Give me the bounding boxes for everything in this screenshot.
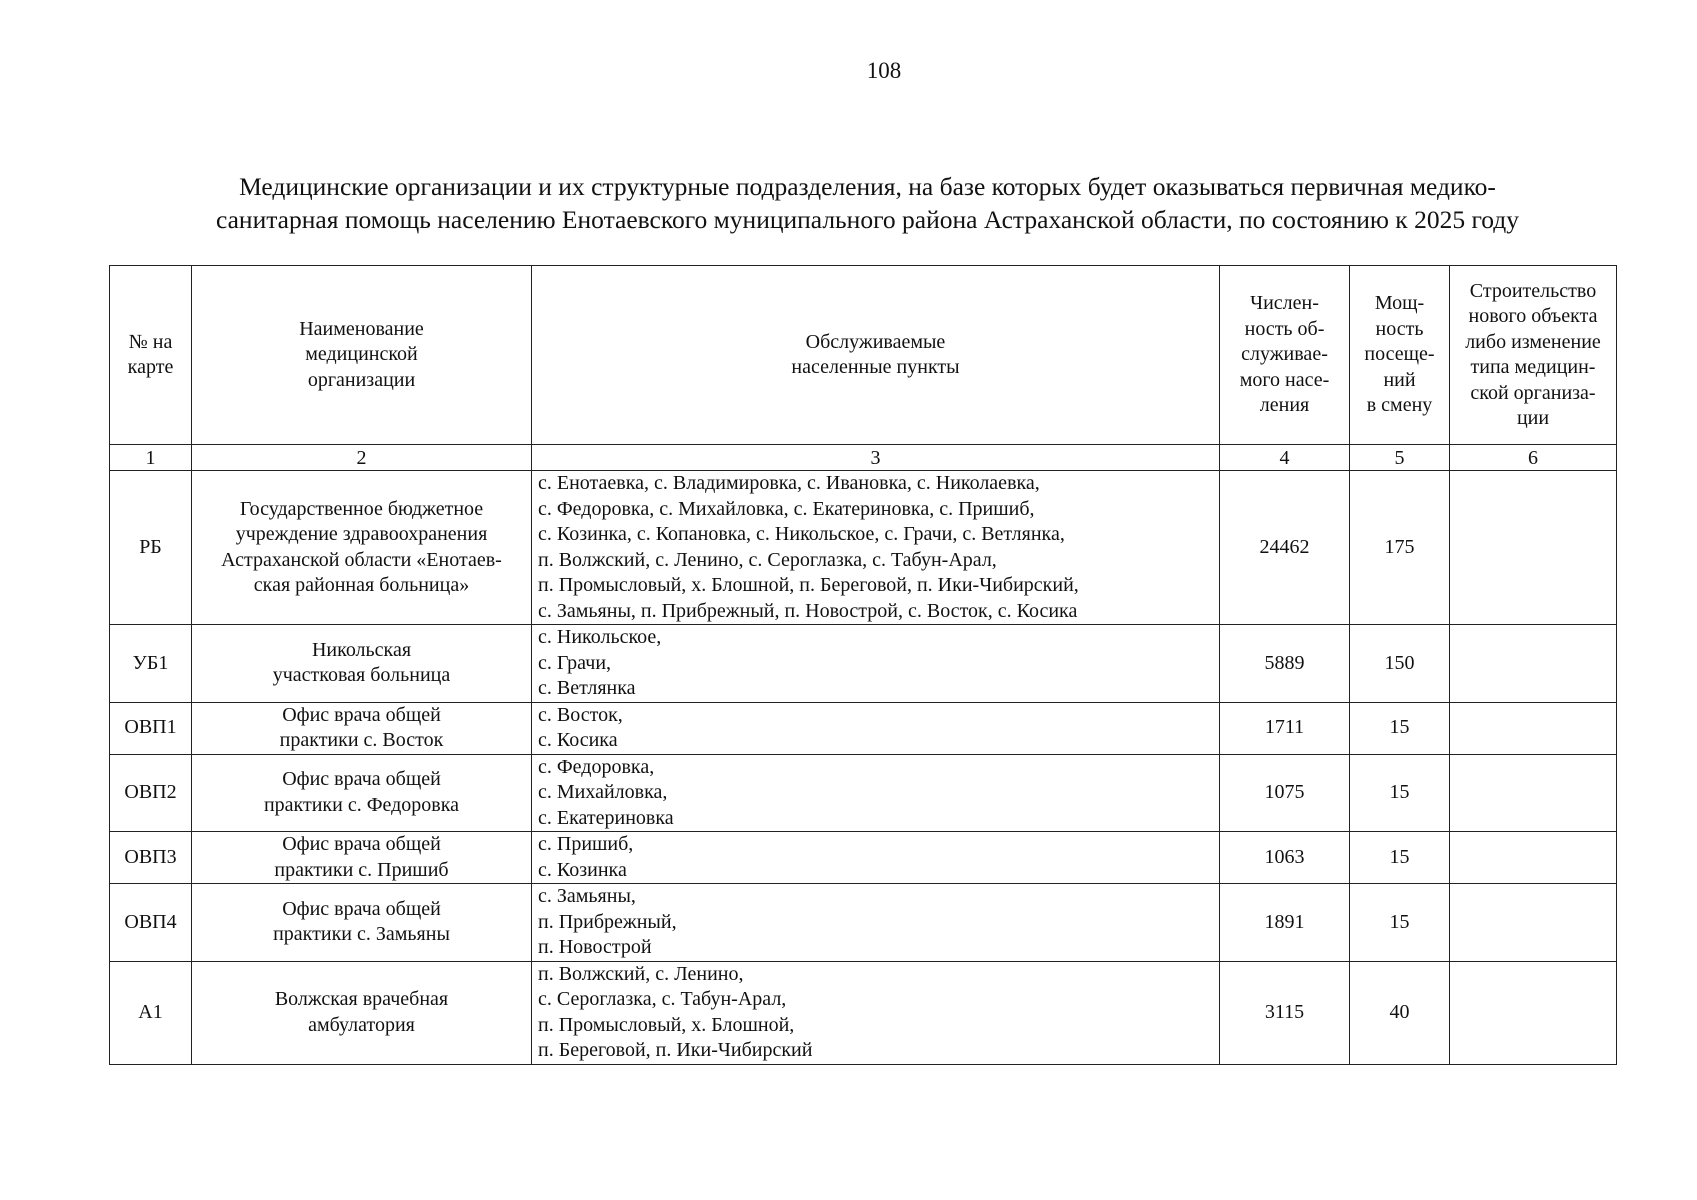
text-line: ления	[1259, 394, 1310, 417]
organization-name-cell	[192, 471, 532, 625]
text-line: с. Сероглазка, с. Табун-Арал,	[538, 988, 787, 1010]
construction-cell	[1450, 625, 1617, 703]
text-line: с. Восток,	[538, 703, 623, 726]
capacity-cell: 40	[1350, 961, 1450, 1064]
column-number: 3	[532, 445, 1220, 471]
construction-cell	[1450, 961, 1617, 1064]
population-cell: 1075	[1220, 754, 1350, 832]
text-line: Офис врача общей	[282, 833, 441, 855]
column-header	[110, 266, 192, 445]
text-line: практики с. Замьяны	[273, 923, 450, 946]
table-row	[110, 471, 1617, 625]
text-line: населенные пункты	[791, 356, 960, 378]
title-line: санитарная помощь населению Енотаевского муниципального района Астраханской области, по состоянию к 2025 году	[215, 205, 1520, 234]
text-line: нового объекта	[1468, 305, 1598, 327]
text-line: участковая больница	[272, 664, 451, 687]
table-row	[110, 702, 1617, 754]
text-line: ская районная больница»	[253, 574, 470, 596]
text-line: ность	[1375, 317, 1424, 340]
capacity-cell: 15	[1350, 832, 1450, 884]
text-line: Обслуживаемые	[805, 330, 946, 353]
text-line: п. Волжский, с. Ленино,	[538, 962, 744, 985]
capacity-cell: 15	[1350, 754, 1450, 832]
served-settlements-cell	[532, 471, 1220, 625]
text-line: практики с. Пришиб	[274, 858, 449, 881]
text-line: с. Косика	[538, 729, 618, 751]
column-header	[1350, 266, 1450, 445]
map-code-cell: ОВП1	[110, 702, 192, 754]
column-header	[1220, 266, 1350, 445]
text-line: Офис врача общей	[282, 768, 441, 791]
text-line: учреждение здравоохранения	[235, 523, 488, 545]
text-line: с. Никольское,	[538, 626, 662, 648]
capacity-cell: 175	[1350, 471, 1450, 625]
column-number: 4	[1220, 445, 1350, 471]
text-line: с. Пришиб,	[538, 833, 634, 855]
organization-name-cell	[192, 961, 532, 1064]
text-line: № на	[128, 330, 173, 353]
population-cell: 5889	[1220, 625, 1350, 703]
text-line: типа медицин-	[1470, 356, 1596, 378]
text-line: п. Прибрежный,	[538, 910, 677, 933]
text-line: с. Михайловка,	[538, 781, 668, 803]
served-settlements-cell	[532, 754, 1220, 832]
text-line: п. Промысловый, х. Блошной,	[538, 1013, 795, 1036]
map-code-cell: ОВП2	[110, 754, 192, 832]
served-settlements-cell	[532, 832, 1220, 884]
column-header	[1450, 266, 1617, 445]
header-row	[110, 266, 1617, 445]
text-line: с. Замьяны,	[538, 885, 636, 907]
text-line: Никольская	[311, 638, 412, 661]
construction-cell	[1450, 702, 1617, 754]
column-header	[192, 266, 532, 445]
column-number: 1	[110, 445, 192, 471]
page-number: 108	[866, 58, 902, 83]
text-line: Волжская врачебная	[274, 988, 449, 1010]
organization-name-cell	[192, 702, 532, 754]
column-header	[532, 266, 1220, 445]
text-line: ции	[1516, 407, 1550, 429]
table-row	[110, 961, 1617, 1064]
served-settlements-cell	[532, 961, 1220, 1064]
text-line: посеще-	[1364, 343, 1435, 366]
text-line: медицинской	[305, 343, 418, 366]
table-row	[110, 625, 1617, 703]
population-cell: 1063	[1220, 832, 1350, 884]
capacity-cell: 15	[1350, 884, 1450, 962]
text-line: Числен-	[1250, 292, 1319, 315]
text-line: Строительство	[1469, 279, 1597, 302]
served-settlements-cell	[532, 625, 1220, 703]
population-cell: 3115	[1220, 961, 1350, 1064]
text-line: с. Козинка	[538, 858, 627, 881]
table-row	[110, 832, 1617, 884]
text-line: ность об-	[1244, 317, 1325, 340]
text-line: с. Федоровка,	[538, 755, 655, 778]
text-line: практики с. Восток	[279, 729, 444, 751]
text-line: с. Ветлянка	[538, 677, 636, 699]
construction-cell	[1450, 754, 1617, 832]
construction-cell	[1450, 884, 1617, 962]
text-line: амбулатория	[308, 1013, 415, 1036]
text-line: п. Волжский, с. Ленино, с. Сероглазка, с. Табун-Арал,	[538, 548, 997, 571]
served-settlements-cell	[532, 702, 1220, 754]
text-line: карте	[127, 356, 174, 378]
population-cell: 1891	[1220, 884, 1350, 962]
construction-cell	[1450, 471, 1617, 625]
column-number: 6	[1450, 445, 1617, 471]
text-line: п. Промысловый, х. Блошной, п. Береговой, п. Ики-Чибирский,	[538, 574, 1079, 596]
text-line: п. Новострой	[538, 936, 652, 958]
column-number: 5	[1350, 445, 1450, 471]
text-line: Государственное бюджетное	[239, 497, 484, 520]
map-code-cell: А1	[110, 961, 192, 1064]
text-line: с. Грачи,	[538, 651, 612, 674]
served-settlements-cell	[532, 884, 1220, 962]
table-row	[110, 884, 1617, 962]
text-line: п. Береговой, п. Ики-Чибирский	[538, 1039, 813, 1061]
text-line: организации	[307, 368, 416, 391]
construction-cell	[1450, 832, 1617, 884]
organization-name-cell	[192, 625, 532, 703]
text-line: Астраханской области «Енотаев-	[221, 548, 502, 571]
text-line: Офис врача общей	[282, 703, 441, 726]
text-line: служивае-	[1241, 343, 1328, 366]
text-line: ской организа-	[1470, 381, 1596, 404]
map-code-cell: ОВП4	[110, 884, 192, 962]
text-line: либо изменение	[1465, 330, 1601, 353]
text-line: с. Козинка, с. Копановка, с. Никольское, с. Грачи, с. Ветлянка,	[538, 523, 1065, 545]
text-line: практики с. Федоровка	[263, 793, 460, 816]
table-row	[110, 754, 1617, 832]
text-line: Офис врача общей	[282, 897, 441, 920]
organization-name-cell	[192, 754, 532, 832]
text-line: Наименование	[299, 317, 424, 340]
title-line: Медицинские организации и их структурные подразделения, на базе которых будет оказываться первичная медико-	[239, 172, 1496, 201]
text-line: ний	[1383, 368, 1416, 391]
map-code-cell: УБ1	[110, 625, 192, 703]
text-line: с. Енотаевка, с. Владимировка, с. Ивановка, с. Николаевка,	[538, 472, 1040, 494]
capacity-cell: 150	[1350, 625, 1450, 703]
text-line: в смену	[1366, 394, 1433, 417]
map-code-cell: РБ	[110, 471, 192, 625]
column-number: 2	[192, 445, 532, 471]
capacity-cell: 15	[1350, 702, 1450, 754]
organization-name-cell	[192, 884, 532, 962]
text-line: Мощ-	[1374, 292, 1425, 315]
table-body	[110, 471, 1617, 1065]
document-title	[110, 170, 1625, 236]
population-cell: 24462	[1220, 471, 1350, 625]
text-line: мого насе-	[1239, 368, 1330, 391]
population-cell: 1711	[1220, 702, 1350, 754]
text-line: с. Замьяны, п. Прибрежный, п. Новострой, с. Восток, с. Косика	[538, 599, 1078, 622]
organization-name-cell	[192, 832, 532, 884]
text-line: с. Федоровка, с. Михайловка, с. Екатериновка, с. Пришиб,	[538, 497, 1035, 520]
medical-organizations-table	[109, 265, 1617, 1065]
column-number-row	[110, 445, 1617, 471]
text-line: с. Екатериновка	[538, 806, 674, 829]
map-code-cell: ОВП3	[110, 832, 192, 884]
